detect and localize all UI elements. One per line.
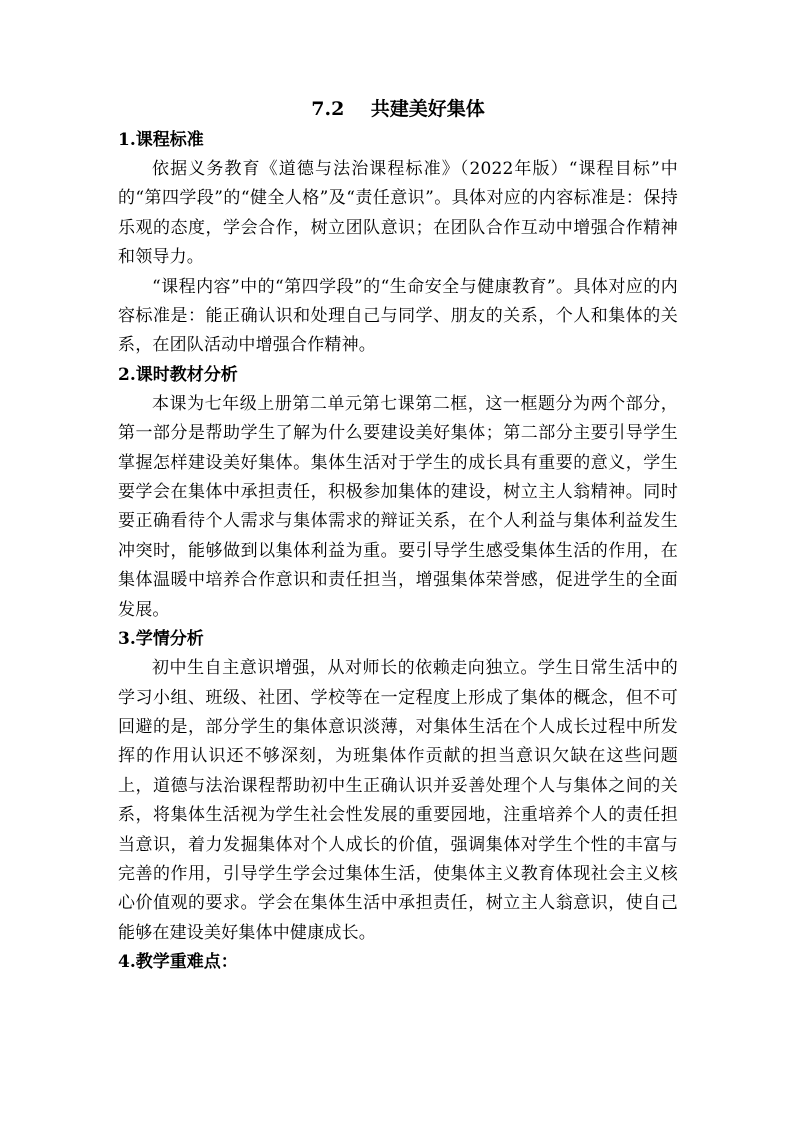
paragraph: “课程内容”中的“第四学段”的“生命安全与健康教育”。具体对应的内容标准是：能正确认识和处理自己与同学、朋友的关系，个人和集体的关系，在团队活动中增强合作精神。 xyxy=(118,276,678,356)
section-textbook-analysis xyxy=(118,361,678,625)
section-heading: 4.教学重难点： xyxy=(118,952,238,973)
section-course-standard xyxy=(118,126,678,361)
section-heading: 3.学情分析 xyxy=(118,629,204,650)
document-title: 7.2 共建美好集体 xyxy=(311,98,485,120)
section-heading: 1.课程标准 xyxy=(118,130,204,150)
paragraph: 本课为七年级上册第二单元第七课第二框，这一框题分为两个部分，第一部分是帮助学生了解为什么要建设美好集体；第二部分主要引导学生掌握怎样建设美好集体。集体生活对于学生的成长具有重要的意义，学生要学会在集体中承担责任，积极参加集体的建设，树立主人翁精神。同时要正确看待个人需求与集体需求的辩证关系，在个人利益与集体利益发生冲突时，能够做到以集体利益为重。要引导学生感受集体生活的作用，在集体温暖中培养合作意识和责任担当，增强集体荣誉感，促进学生的全面发展。 xyxy=(118,393,678,620)
section-student-analysis xyxy=(118,625,678,948)
paragraph: 依据义务教育《道德与法治课程标准》（2022年版）“课程目标”中的“第四学段”的“健全人格”及“责任意识”。具体对应的内容标准是：保持乐观的态度，学会合作，树立团队意识；在团队合作互动中增强合作精神和领导力。 xyxy=(118,159,678,268)
section-heading: 2.课时教材分析 xyxy=(118,364,238,385)
document-page xyxy=(118,96,678,977)
section-key-difficulties xyxy=(118,948,678,977)
paragraph: 初中生自主意识增强，从对师长的依赖走向独立。学生日常生活中的学习小组、班级、社团、学校等在一定程度上形成了集体的概念，但不可回避的是，部分学生的集体意识淡薄，对集体生活在个人成长过程中所发挥的作用认识还不够深刻，为班集体作贡献的担当意识欠缺在这些问题上，道德与法治课程帮助初中生正确认识并妥善处理个人与集体之间的关系，将集体生活视为学生社会性发展的重要园地，注重培养个人的责任担当意识，着力发掘集体对个人成长的价值，强调集体对学生个性的丰富与完善的作用，引导学生学会过集体生活，使集体主义教育体现社会主义核心价值观的要求。学会在集体生活中承担责任，树立主人翁意识，使自己能够在建设美好集体中健康成长。 xyxy=(118,658,678,943)
